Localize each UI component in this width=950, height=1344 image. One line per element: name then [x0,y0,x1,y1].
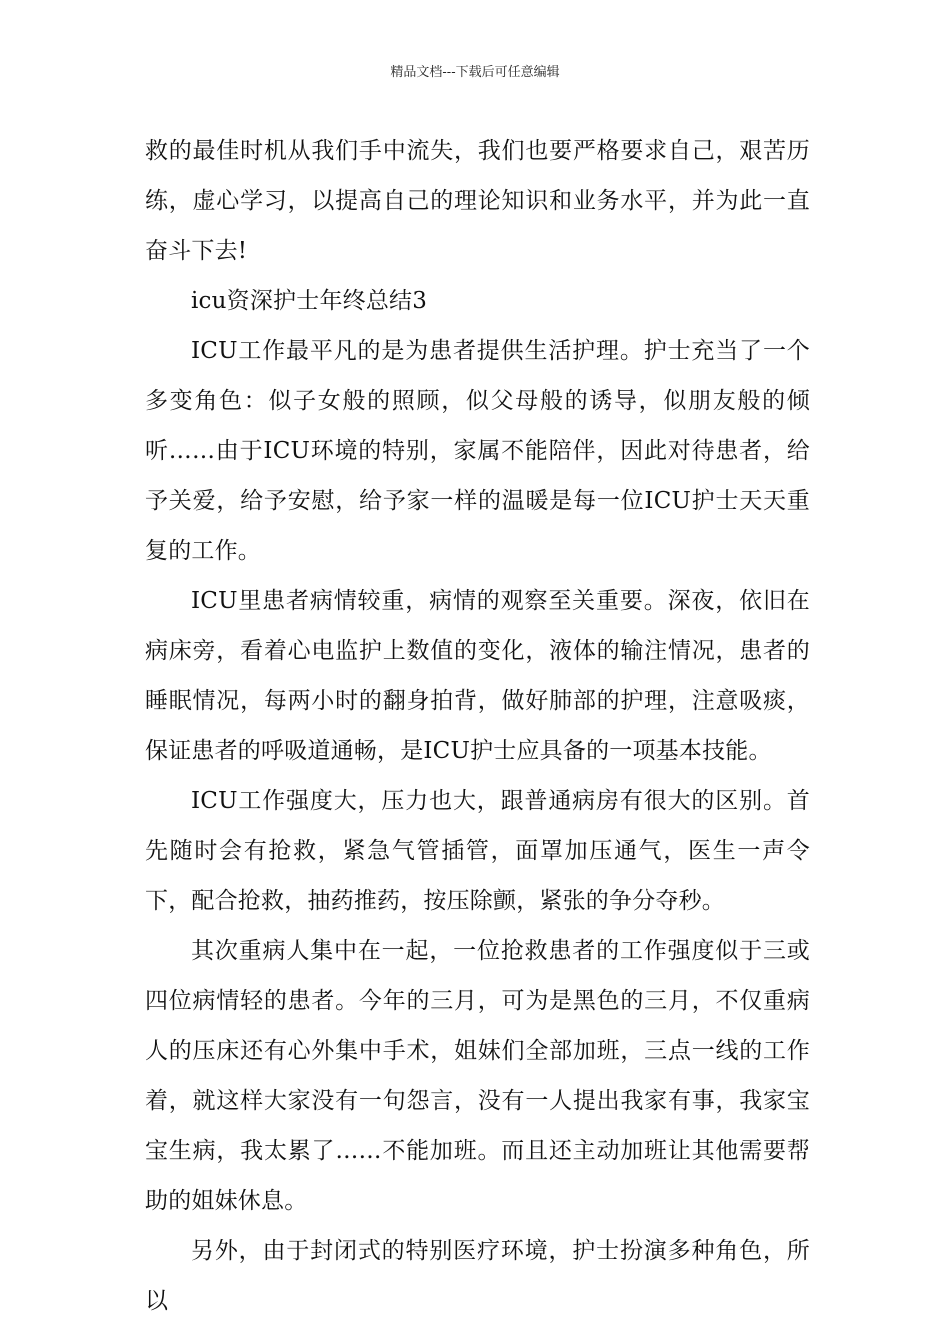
section-heading: icu资深护士年终总结3 [191,288,428,314]
page-header: 精品文档---下载后可任意编辑 [390,65,560,80]
paragraph: ICU工作最平凡的是为患者提供生活护理。护士充当了一个多变角色：似子女般的照顾，似父母般的诱导，似朋友般的倾听……由于ICU环境的特别，家属不能陪伴，因此对待患者，给予关爱，给予安慰，给予家一样的温暖是每一位ICU护士天天重复的工作。 [145,338,810,564]
paragraph: ICU里患者病情较重，病情的观察至关重要。深夜，依旧在病床旁，看着心电监护上数值的变化，液体的输注情况，患者的睡眠情况，每两小时的翻身拍背，做好肺部的护理，注意吸痰，保证患者的呼吸道通畅，是ICU护士应具备的一项基本技能。 [145,588,810,764]
paragraph-continuation: 救的最佳时机从我们手中流失，我们也要严格要求自己，艰苦历练，虚心学习，以提高自己的理论知识和业务水平，并为此一直奋斗下去! [145,138,810,264]
paragraph: 其次重病人集中在一起，一位抢救患者的工作强度似于三或四位病情轻的患者。今年的三月，可为是黑色的三月，不仅重病人的压床还有心外集中手术，姐妹们全部加班，三点一线的工作着，就这样大家没有一句怨言，没有一人提出我家有事，我家宝宝生病，我太累了……不能加班。而且还主动加班让其他需要帮助的姐妹休息。 [145,938,810,1214]
document-body [145,126,810,1326]
paragraph: 另外，由于封闭式的特别医疗环境，护士扮演多种角色，所以 [145,1238,810,1314]
paragraph: ICU工作强度大，压力也大，跟普通病房有很大的区别。首先随时会有抢救，紧急气管插管，面罩加压通气，医生一声令下，配合抢救，抽药推药，按压除颤，紧张的争分夺秒。 [145,788,810,914]
